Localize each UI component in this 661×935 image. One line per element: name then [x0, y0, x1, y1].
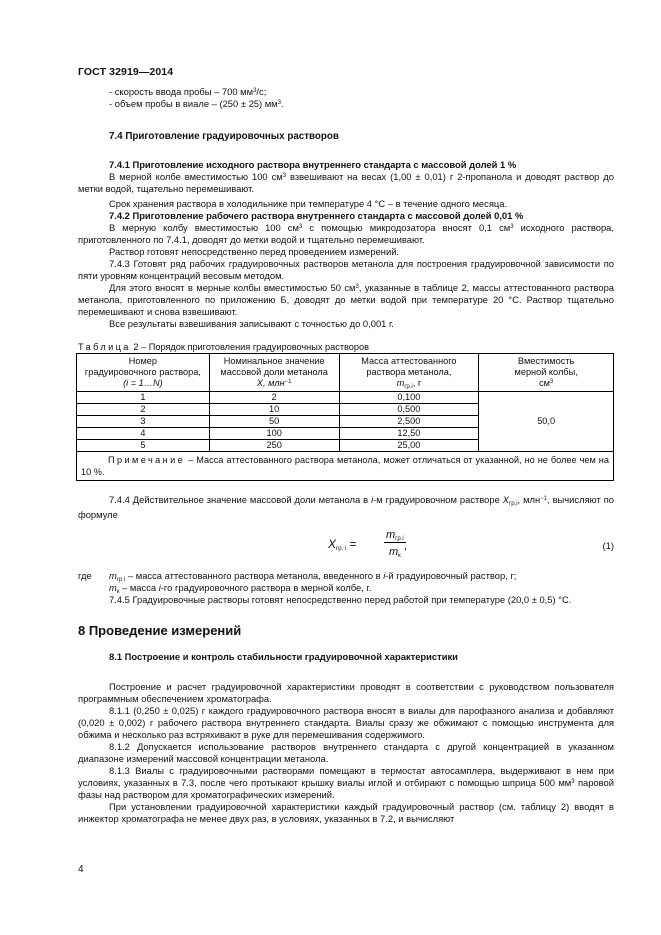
header-text: , г [412, 378, 422, 388]
header-text: X, млн [256, 378, 285, 388]
section-heading-7-4: 7.4 Приготовление градуировочных растворов [109, 131, 339, 142]
section-heading-8: 8 Проведение измерений [78, 623, 242, 638]
subscript: гр,i [509, 501, 518, 507]
section-heading-8-1: 8.1 Построение и контроль стабильности градуировочной характеристики [109, 651, 458, 662]
text: – масса аттестованного раствора метанола, введенного в [125, 570, 384, 581]
note-word: Примечание [108, 455, 186, 465]
table-row [77, 392, 614, 404]
subscript: к [116, 589, 120, 595]
text: 8.1.3 Виалы с градуировочными растворами помещают в термостат автосамплера, выдерживают в нем при условиях, указанных в 7.3, после чего протыкают крышку виалы иглой и отбирают с помощью шприца 500 мм [78, 765, 614, 788]
header-text: Номер [128, 356, 158, 366]
superscript: 3 [277, 100, 281, 106]
table-cell: 2 [77, 404, 210, 416]
text: , вычисляют по формуле [78, 494, 614, 520]
italic-var: m [109, 582, 117, 593]
paragraph: При установлении градуировочной характеристики каждый градуировочный раствор (см. таблицу 2) вводят в инжектор хроматографа не менее двух раз, в условиях, указанных в 7.2, и вычисляют [78, 801, 614, 824]
subscript: гр.i [404, 384, 413, 390]
paragraph: Раствор готовят непосредственно перед проведением измерений. [109, 246, 400, 257]
text: 7.4.4 Действительное значение массовой доли метанола в [109, 494, 372, 505]
table-cell: 2,500 [339, 416, 479, 428]
definition-text [109, 582, 614, 594]
section-heading-7-4-1: 7.4.1 Приготовление исходного раствора внутреннего стандарта с массовой долей 1 % [109, 159, 517, 170]
caption-number: 2 [133, 342, 139, 352]
paragraph: 8.1.2 Допускается использование растворов внутреннего стандарта с другой концентрацией в указанном диапазоне измерений массовой концентрации метанола. [78, 741, 614, 764]
table-cell: 0,100 [339, 392, 479, 404]
table-cell: 0,500 [339, 404, 479, 416]
table-cell: 1 [77, 392, 210, 404]
table-caption [78, 341, 614, 353]
italic-var: m [109, 570, 117, 581]
section-heading-7-4-2: 7.4.2 Приготовление рабочего раствора внутреннего стандарта с массовой долей 0,01 % [109, 210, 524, 221]
superscript: 3 [282, 173, 287, 179]
header-text: Вместимость [517, 356, 575, 366]
italic-var: i [383, 570, 386, 581]
text: Для этого вносят в мерные колбы вместимостью 50 см [109, 282, 356, 293]
table-2 [76, 353, 614, 481]
header-text: Номинальное значение [223, 356, 325, 366]
superscript: 3 [571, 779, 575, 785]
definition-text [109, 570, 614, 582]
fraction-denominator [384, 542, 406, 559]
text: В мерную колбу вместимостью 100 см [109, 222, 299, 233]
italic-var: i [158, 582, 161, 593]
text: взвешивают на весах (1,00 ± 0,01) г 2-пропанола и доводят раствор до метки водой, тщательно перемешивают. [78, 171, 614, 194]
doc-header: ГОСТ 32919—2014 [78, 66, 174, 78]
col-header-number [77, 354, 210, 392]
formula-var: m [388, 546, 399, 558]
header-text: (i = 1…N) [123, 378, 163, 388]
superscript: 3 [549, 379, 554, 385]
table-cell: 250 [209, 440, 339, 452]
table-header-row [77, 354, 614, 392]
table-cell: 4 [77, 428, 210, 440]
formula-eq: = [346, 537, 357, 551]
italic-var: X [502, 494, 510, 505]
header-text: раствора метанола, [366, 367, 452, 377]
table-note [77, 452, 614, 481]
header-text: градуировочного раствора, [84, 367, 201, 377]
formula-1 [78, 528, 614, 568]
col-header-mass [339, 354, 479, 392]
paragraph [78, 282, 614, 318]
caption-word: Таблица [78, 342, 131, 352]
superscript: 3 [355, 284, 359, 290]
table-cell: 100 [209, 428, 339, 440]
superscript: 3 [298, 224, 303, 230]
subscript: гр i [116, 577, 126, 583]
text: с помощью микродозатора вносят 0,1 см [302, 222, 511, 233]
paragraph [78, 765, 614, 801]
list-text: . [280, 98, 284, 109]
list-item [78, 86, 614, 98]
formula-var: X [328, 537, 337, 551]
subscript: гр. i [336, 546, 347, 552]
text: -м градуировочном растворе [373, 494, 503, 505]
table-cell: 5 [77, 440, 210, 452]
table-cell: 10 [209, 404, 339, 416]
table-cell: 12,50 [339, 428, 479, 440]
fraction-numerator [384, 528, 406, 542]
formula-var: m [386, 529, 396, 541]
header-text: см [539, 378, 550, 388]
table-cell: 2 [209, 392, 339, 404]
paragraph [78, 492, 614, 522]
superscript: 3 [510, 224, 514, 230]
paragraph [78, 171, 614, 195]
list-text: - объем пробы в виале – (250 ± 25) мм [109, 98, 278, 109]
paragraph: Все результаты взвешивания записывают с точностью до 0,001 г. [109, 318, 394, 329]
formula-fraction [384, 528, 406, 559]
text: , указанные в таблице 2, массы аттестованного раствора метанола, приготовленного по приложению Б, доводят до метки водой при температуре 20 °С. Раствор тщательно перемешивают и снова взвешивают. [78, 282, 615, 317]
paragraph: 8.1.1 (0,250 ± 0,025) г каждого градуировочного раствора вносят в виалы для парофазного анализа и добавляют (0,020 ± 0,002) г рабочего раствора внутреннего стандарта. Виалы сразу же обжимают с помощью инструмента для обжима и несколько раз встряхивают в руке для перемешивания содержимого. [78, 705, 614, 740]
definition-key: где [78, 570, 92, 581]
definition [78, 582, 614, 594]
formula-number: (1) [602, 540, 614, 551]
page-number: 4 [78, 864, 84, 875]
text: паровой фазы над раствором для хроматографических измерений. [78, 777, 614, 800]
table-cell: 25,00 [339, 440, 479, 452]
page-content [78, 86, 614, 825]
text: – масса [119, 582, 159, 593]
paragraph: 7.4.3 Готовят ряд рабочих градуировочных растворов метанола для построения градуировочной зависимости по пяти уровням концентраций весовым методом. [78, 258, 614, 281]
list-item [78, 98, 614, 110]
text: В мерной колбе вместимостью 100 см [109, 171, 283, 182]
text: , млн [517, 494, 541, 505]
paragraph: Срок хранения раствора в холодильнике при температуре 4 °С – в течение одного месяца. [109, 198, 508, 209]
paragraph: Построение и расчет градуировочной характеристики проводят в соответствии с руководством пользователя программным обеспечением хроматографа. [78, 681, 614, 704]
table-cell: 3 [77, 416, 210, 428]
paragraph [78, 222, 614, 246]
col-header-volume [479, 354, 614, 392]
col-header-fraction [209, 354, 339, 392]
table-cell-volume: 50,0 [479, 392, 614, 452]
note-text: – Масса аттестованного раствора метанола, может отличаться от указанной, но не более чем на 10 %. [81, 455, 609, 477]
header-text: Масса аттестованного [361, 356, 457, 366]
italic-var: i [371, 494, 374, 505]
superscript: −1 [540, 496, 548, 502]
formula-lhs [328, 538, 357, 550]
text: -го градуировочного раствора в мерной колбе, г. [160, 582, 372, 593]
header-text: массовой доли метанола [220, 367, 328, 377]
header-text: m [396, 378, 405, 388]
table-note-row [77, 452, 614, 481]
list-text: - скорость ввода пробы – 700 мм [109, 86, 254, 97]
superscript: −1 [284, 379, 292, 385]
subscript: к [398, 553, 401, 559]
formula-comma: , [404, 540, 408, 552]
list-text: /с; [256, 86, 267, 97]
superscript: 3 [253, 88, 257, 94]
subscript: гр.i [395, 536, 404, 542]
definition-key [78, 582, 109, 594]
header-text: мерной колбы, [514, 367, 578, 377]
text: исходного раствора, приготовленного по 7.4.1, доводят до метки водой и тщательно перемешивают. [78, 222, 614, 245]
text: -й градуировочный раствор, г; [385, 570, 517, 581]
definition [78, 570, 614, 582]
table-cell: 50 [209, 416, 339, 428]
paragraph: 7.4.5 Градуировочные растворы готовят непосредственно перед работой при температуре (20,0 ± 0,5) °С. [109, 594, 572, 605]
caption-text: – Порядок приготовления градуировочных растворов [138, 342, 370, 352]
